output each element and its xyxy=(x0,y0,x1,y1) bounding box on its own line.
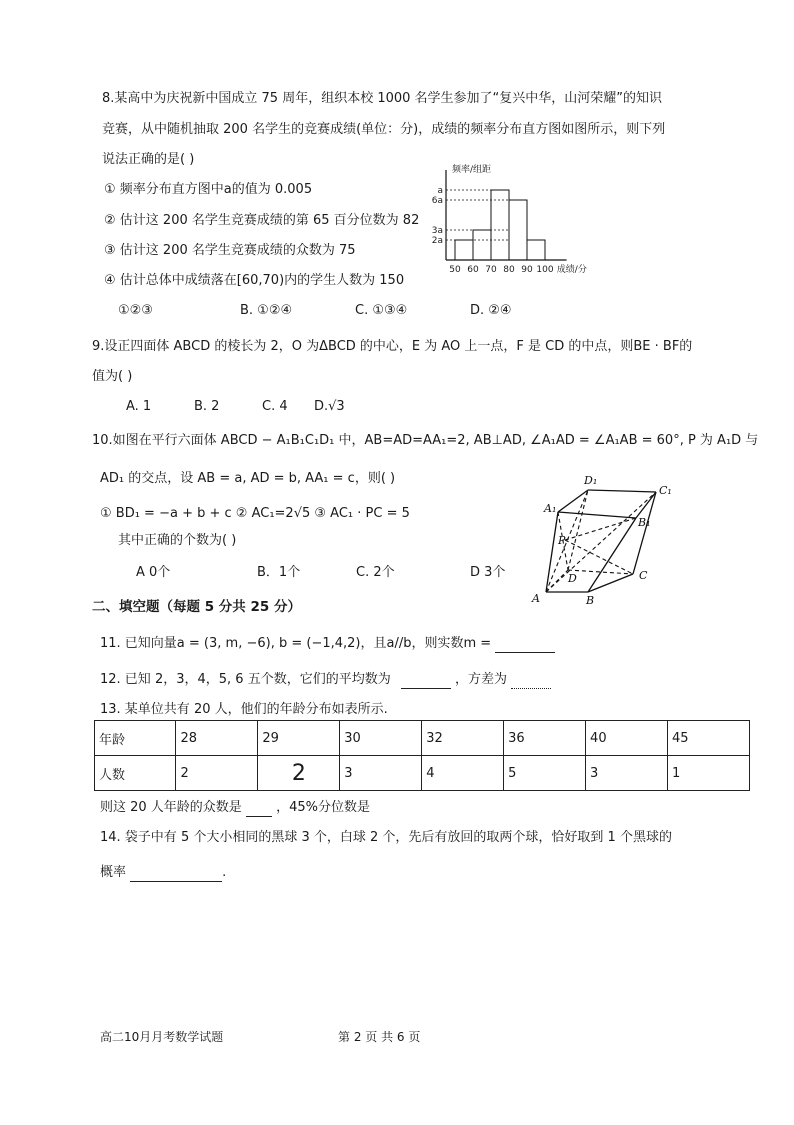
q13-percentile-text: ，45%分位数是 xyxy=(276,800,370,815)
table-cell: 年龄 xyxy=(95,721,176,756)
q8-statement-4: ④ 估计总体中成绩落在[60,70)内的学生人数为 150 xyxy=(104,273,405,288)
q12-mean-blank[interactable] xyxy=(401,674,451,689)
q8-option-c: C. ①③④ xyxy=(355,303,408,318)
q9-option-b: B. 2 xyxy=(194,399,220,414)
vertex-label-D: D xyxy=(568,572,577,585)
q13-mode-blank[interactable] xyxy=(246,802,272,817)
q13-mode-text: 则这 20 人年龄的众数是 xyxy=(100,800,242,815)
table-cell: 28 xyxy=(176,721,258,756)
histogram-bars xyxy=(455,190,545,260)
q8-stem-line3: 说法正确的是( ) xyxy=(102,152,195,167)
vertex-label-A1: A₁ xyxy=(544,502,557,515)
vertex-label-B1: B₁ xyxy=(638,516,651,529)
q9-stem-line1: 9.设正四面体 ABCD 的棱长为 2，O 为ΔBCD 的中心，E 为 AO 上一点，F 是 CD 的中点，则BE · BF的 xyxy=(92,339,693,354)
q13-percentile-blank[interactable] xyxy=(374,802,404,817)
frequency-histogram xyxy=(432,160,602,280)
y-tick-label: 2a xyxy=(432,236,443,246)
point-label-P: P xyxy=(558,534,566,547)
table-cell: 36 xyxy=(504,721,586,756)
q12-stem xyxy=(100,671,551,689)
table-cell: 2 xyxy=(176,756,258,791)
y-tick-label: 3a xyxy=(432,226,443,236)
q11-text: 11. 已知向量a = (3, m, −6), b = (−1,4,2)，且a//b，则实数m = xyxy=(100,636,492,651)
q10-option-d: D 3个 xyxy=(470,565,506,580)
q11-stem xyxy=(100,635,555,653)
table-cell: 40 xyxy=(586,721,668,756)
x-tick-label: 50 xyxy=(449,265,461,275)
table-cell: 2 xyxy=(258,756,340,791)
x-tick-label: 100 xyxy=(536,265,554,275)
table-cell: 3 xyxy=(586,756,668,791)
table-cell: 5 xyxy=(504,756,586,791)
q14-stem-line1: 14. 袋子中有 5 个大小相同的黑球 3 个，白球 2 个，先后有放回的取两个球，恰好取到 1 个黑球的 xyxy=(100,830,672,845)
q10-option-a: A 0个 xyxy=(136,565,171,580)
parallelepiped-figure xyxy=(528,470,678,610)
histogram-axes xyxy=(446,170,567,260)
table-cell: 29 xyxy=(258,721,340,756)
q13-stem: 13. 某单位共有 20 人，他们的年龄分布如表所示. xyxy=(100,702,388,717)
vertex-label-A: A xyxy=(532,592,540,605)
q14-answer-blank[interactable] xyxy=(130,867,222,882)
table-cell: 32 xyxy=(422,721,504,756)
q10-statements: ① BD₁ = −a + b + c ② AC₁=2√5 ③ AC₁ · PC = 5 xyxy=(100,506,410,521)
q8-option-a: ①②③ xyxy=(118,303,153,318)
q8-statement-2: ② 估计这 200 名学生竞赛成绩的第 65 百分位数为 82 xyxy=(104,213,420,228)
q12-text-variance: ，方差为 xyxy=(454,672,507,687)
histogram-bar xyxy=(491,190,509,260)
x-tick-label: 60 xyxy=(467,265,479,275)
q10-option-c: C. 2个 xyxy=(356,565,395,580)
q8-statement-1: ① 频率分布直方图中a的值为 0.005 xyxy=(104,182,313,197)
q10-stem-line1: 10.如图在平行六面体 ABCD − A₁B₁C₁D₁ 中，AB=AD=AA₁=2, AB⊥AD, ∠A₁AD = ∠A₁AB = 60°, P 为 A₁D 与 xyxy=(92,433,759,448)
histogram-bar xyxy=(527,240,545,260)
x-tick-label: 70 xyxy=(485,265,497,275)
q8-stem-line2: 竞赛，从中随机抽取 200 名学生的竞赛成绩(单位：分)，成绩的频率分布直方图如图所示，则下列 xyxy=(102,122,666,137)
vertex-label-B: B xyxy=(586,594,595,607)
q8-option-d: D. ②④ xyxy=(470,303,512,318)
q8-statement-3: ③ 估计这 200 名学生竞赛成绩的众数为 75 xyxy=(104,243,356,258)
histogram-bar xyxy=(473,230,491,260)
q14-text: 概率 xyxy=(100,865,127,880)
age-distribution-table xyxy=(94,720,750,791)
vertex-label-C: C xyxy=(639,569,648,582)
table-cell: 30 xyxy=(340,721,422,756)
table-cell: 3 xyxy=(340,756,422,791)
histogram-bar xyxy=(509,200,527,260)
x-tick-label: 80 xyxy=(503,265,515,275)
y-tick-label: a xyxy=(437,186,443,196)
q9-option-a: A. 1 xyxy=(126,399,152,414)
vertex-label-D1: D₁ xyxy=(584,474,598,487)
x-tick-label: 90 xyxy=(521,265,533,275)
q9-option-c: C. 4 xyxy=(262,399,288,414)
table-cell: 45 xyxy=(667,721,749,756)
q10-stem-line2: AD₁ 的交点，设 AB = a, AD = b, AA₁ = c，则( ) xyxy=(100,471,396,486)
q10-question: 其中正确的个数为( ) xyxy=(118,533,237,548)
table-row-count xyxy=(95,756,750,791)
x-axis-label: 成绩/分 xyxy=(556,265,587,275)
histogram-bar xyxy=(455,240,473,260)
vertex-label-C1: C₁ xyxy=(659,484,672,497)
footer-exam-title: 高二10月月考数学试题 xyxy=(100,1030,224,1044)
q12-variance-blank[interactable] xyxy=(511,674,551,689)
q8-stem-line1: 8.某高中为庆祝新中国成立 75 周年，组织本校 1000 名学生参加了“复兴中华，山河荣耀”的知识 xyxy=(102,91,663,106)
q9-option-d: D.√3 xyxy=(314,399,345,414)
q9-stem-line2: 值为( ) xyxy=(92,369,133,384)
footer-page-number: 第 2 页 共 6 页 xyxy=(338,1030,421,1044)
table-cell: 4 xyxy=(422,756,504,791)
table-cell: 1 xyxy=(667,756,749,791)
y-tick-label: 6a xyxy=(432,196,443,206)
section-heading-fill-in: 二、填空题（每题 5 分共 25 分） xyxy=(92,599,301,615)
q12-text: 12. 已知 2，3，4，5, 6 五个数，它们的平均数为 xyxy=(100,672,391,687)
q10-option-b: B．1个 xyxy=(257,565,301,580)
q14-stem-line2: 概率 . xyxy=(100,865,227,880)
q8-option-b: B. ①②④ xyxy=(240,303,293,318)
q11-answer-blank[interactable] xyxy=(495,638,555,653)
table-cell: 人数 xyxy=(95,756,176,791)
table-row-age xyxy=(95,721,750,756)
y-axis-label: 频率/组距 xyxy=(452,165,492,175)
q13-tail xyxy=(100,799,404,817)
